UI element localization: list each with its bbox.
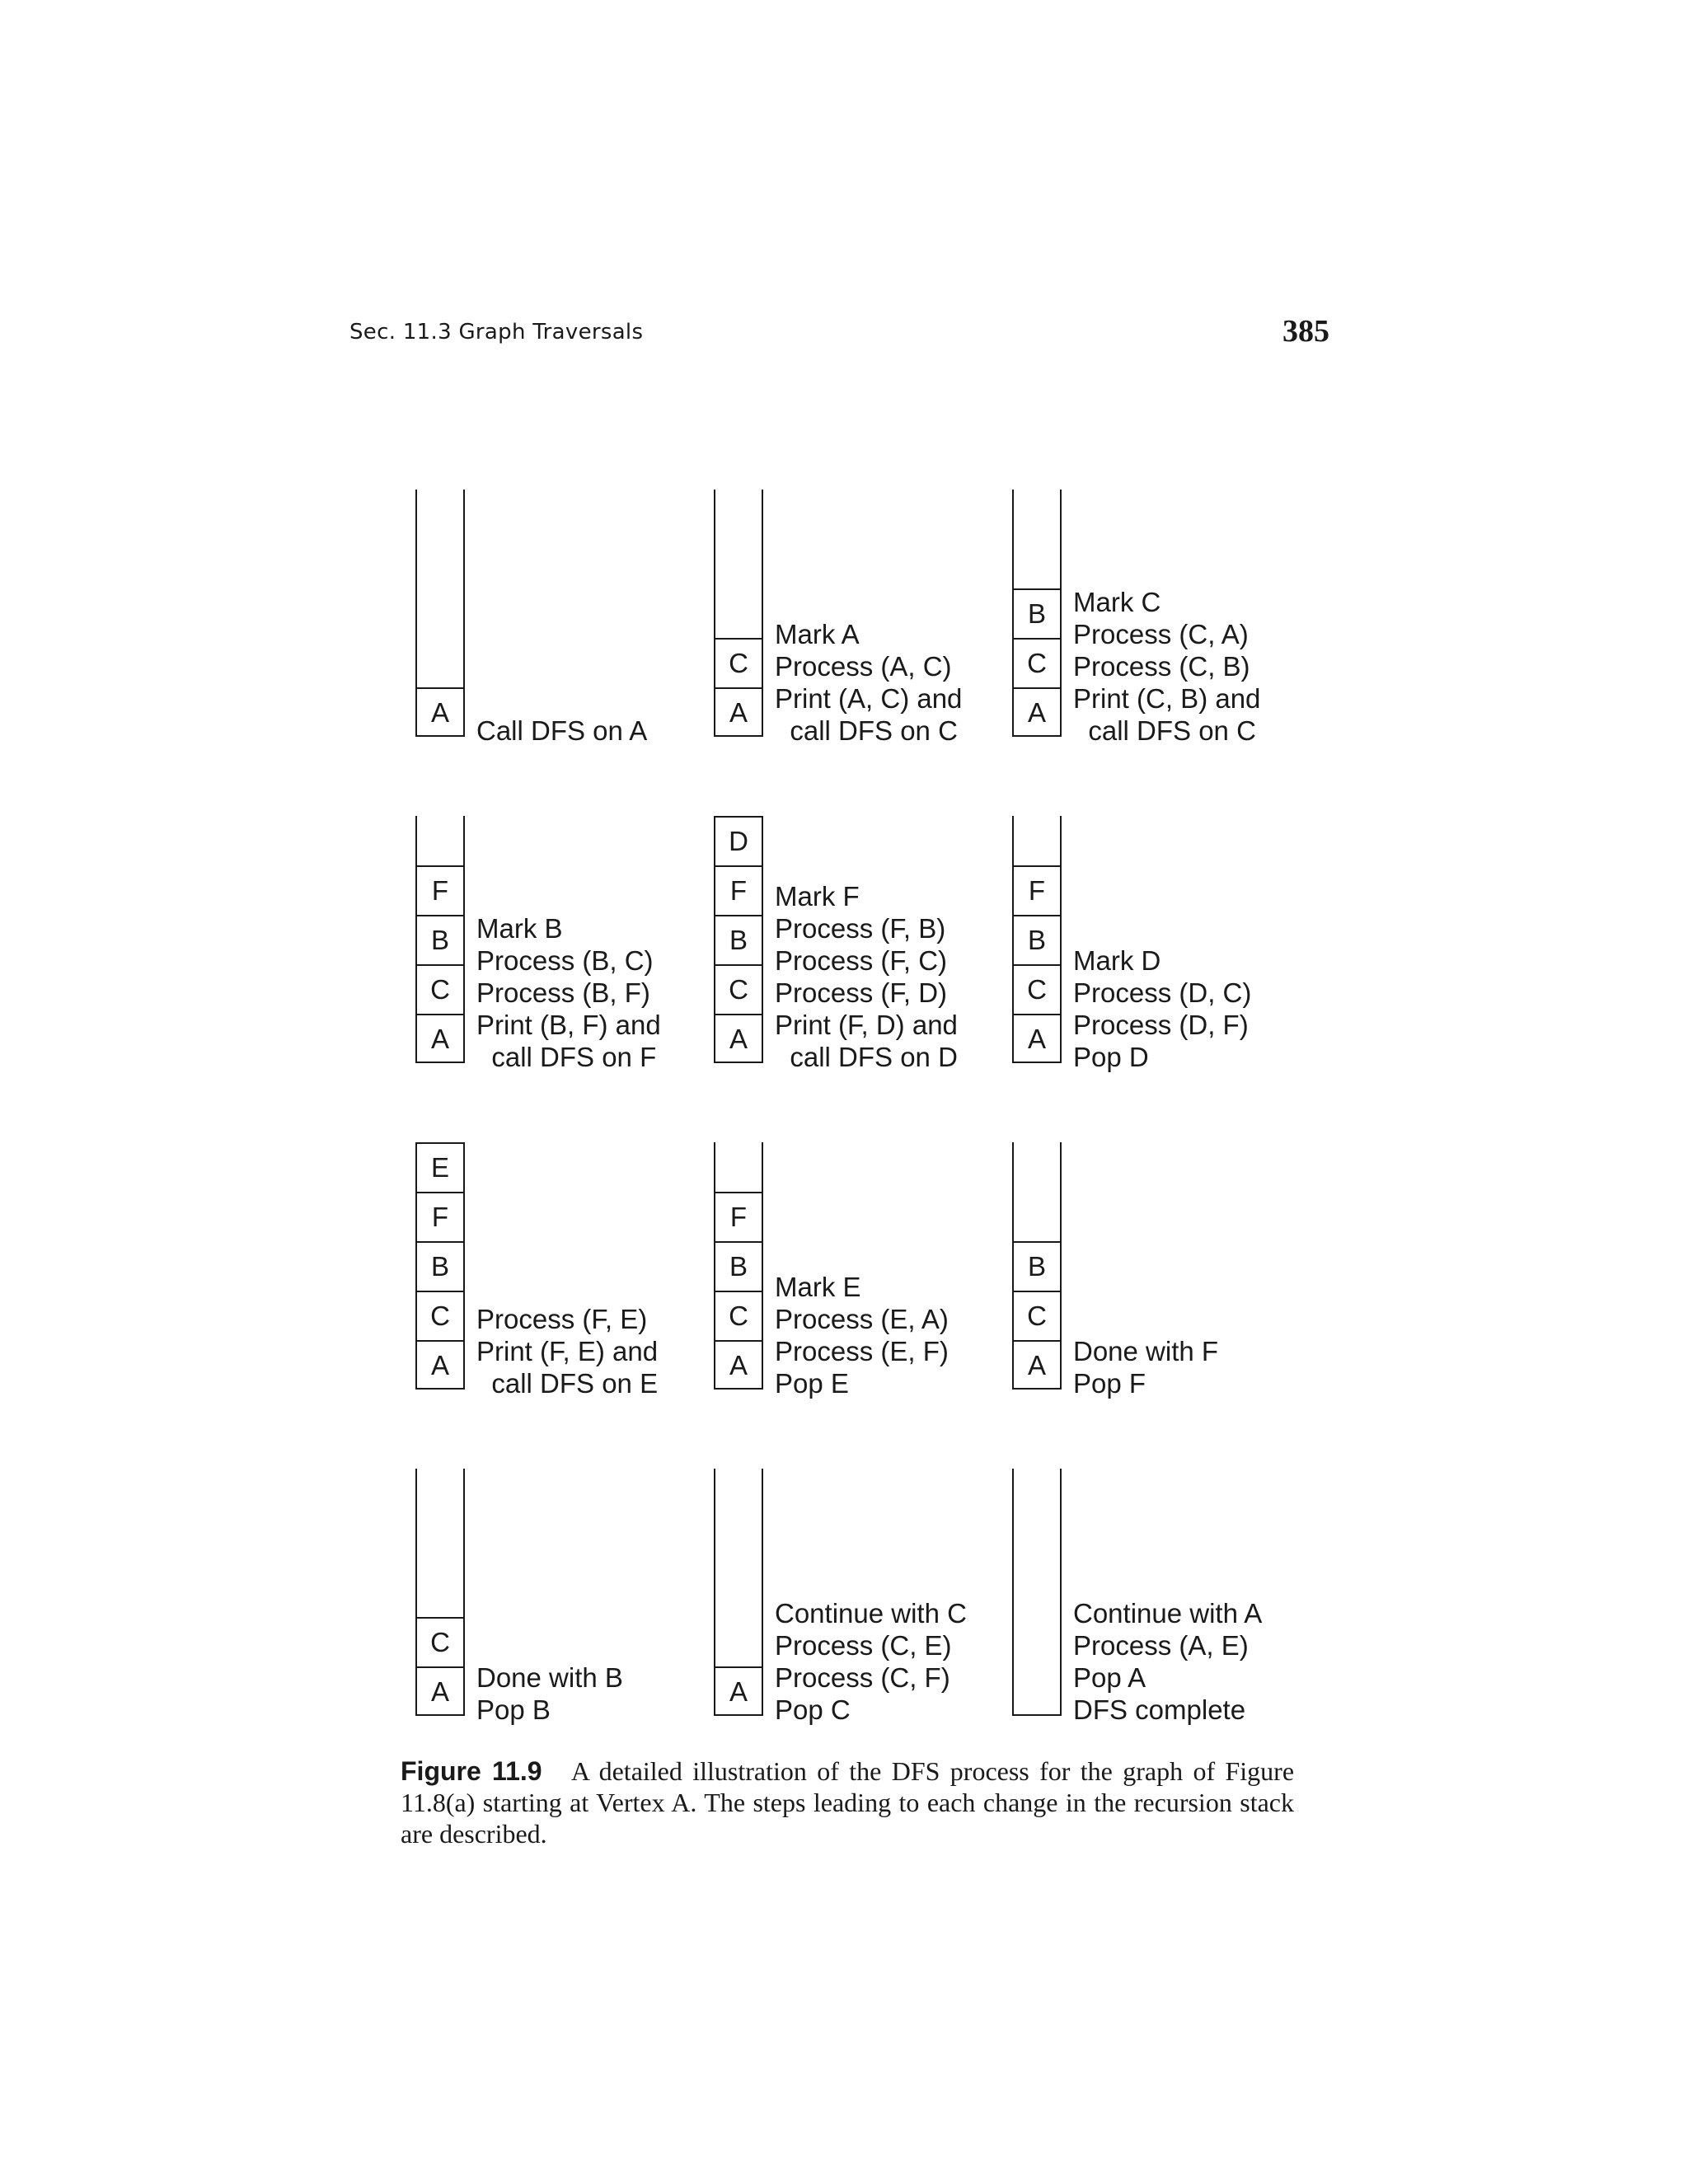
step-line: Process (D, C) <box>1073 977 1252 1008</box>
stack-cell: E <box>415 1142 465 1192</box>
stack-cell: F <box>1012 865 1062 915</box>
step-line: Process (C, E) <box>775 1630 952 1661</box>
stack-cell: C <box>714 1291 763 1340</box>
step-description <box>775 880 1022 1073</box>
step-line: Mark C <box>1073 587 1161 617</box>
step-line: Print (C, B) and <box>1073 683 1261 714</box>
step-line: call DFS on C <box>775 715 958 746</box>
stack-cell: B <box>714 1241 763 1291</box>
step-line: Pop D <box>1073 1042 1149 1072</box>
stack-panel-12 <box>1012 1469 1309 1725</box>
step-line: Mark B <box>476 913 563 944</box>
step-line: Mark E <box>775 1272 861 1302</box>
stack-panel-3 <box>1012 490 1309 746</box>
step-line: Process (C, F) <box>775 1662 950 1693</box>
recursion-stack <box>415 1142 465 1390</box>
figure-caption <box>401 1755 1294 1849</box>
step-line: Done with F <box>1073 1336 1219 1366</box>
step-line: Process (E, A) <box>775 1304 949 1334</box>
recursion-stack <box>714 1142 763 1390</box>
stack-cell: A <box>714 1014 763 1063</box>
step-line: call DFS on E <box>476 1368 659 1399</box>
step-description <box>1073 1597 1320 1726</box>
stack-cell: B <box>1012 1241 1062 1291</box>
step-description <box>1073 944 1320 1073</box>
step-line: Process (B, F) <box>476 977 650 1008</box>
stack-panel-10 <box>415 1469 712 1725</box>
stack-cell: C <box>415 1291 465 1340</box>
step-line: Print (B, F) and <box>476 1010 661 1040</box>
step-line: call DFS on F <box>476 1042 657 1072</box>
stack-panel-6 <box>1012 816 1309 1072</box>
step-line: Print (A, C) and <box>775 683 963 714</box>
recursion-stack <box>415 816 465 1063</box>
recursion-stack <box>1012 490 1062 737</box>
step-line: Pop B <box>476 1694 551 1725</box>
step-description <box>775 1597 1022 1726</box>
step-line: Continue with C <box>775 1598 967 1629</box>
step-line: Pop A <box>1073 1662 1146 1693</box>
stack-base <box>1012 1714 1062 1716</box>
stack-wall <box>1012 1469 1014 1716</box>
step-line: Process (F, C) <box>775 945 948 976</box>
step-line: Print (F, E) and <box>476 1336 659 1366</box>
stack-cell: F <box>714 1192 763 1241</box>
stack-cell: B <box>1012 915 1062 964</box>
stack-cell: C <box>1012 1291 1062 1340</box>
step-line: Pop E <box>775 1368 849 1399</box>
stack-panel-11 <box>714 1469 1010 1725</box>
stack-cell: A <box>1012 687 1062 737</box>
step-line: Done with B <box>476 1662 623 1693</box>
step-description <box>775 1271 1022 1399</box>
stack-cell: A <box>714 1666 763 1716</box>
stack-cell: B <box>415 1241 465 1291</box>
step-description <box>1073 1335 1320 1399</box>
step-line: Process (C, B) <box>1073 651 1250 682</box>
running-head: Sec. 11.3 Graph Traversals <box>349 320 644 344</box>
recursion-stack <box>714 490 763 737</box>
step-line: Process (F, E) <box>476 1304 648 1334</box>
stack-cell: C <box>714 964 763 1014</box>
step-line: call DFS on D <box>775 1042 958 1072</box>
step-line: Print (F, D) and <box>775 1010 958 1040</box>
stack-cell: B <box>1012 588 1062 638</box>
step-description <box>775 618 1022 747</box>
stack-cell: A <box>1012 1340 1062 1390</box>
step-line: call DFS on C <box>1073 715 1256 746</box>
stack-panel-5 <box>714 816 1010 1072</box>
stack-cell: C <box>415 964 465 1014</box>
stack-cell: F <box>415 865 465 915</box>
recursion-stack <box>415 1469 465 1716</box>
recursion-stack <box>1012 816 1062 1063</box>
stack-cell: A <box>415 1666 465 1716</box>
step-line: Process (D, F) <box>1073 1010 1249 1040</box>
step-line: Process (C, A) <box>1073 619 1249 649</box>
step-line: Mark A <box>775 619 860 649</box>
stack-panel-4 <box>415 816 712 1072</box>
step-line: Mark F <box>775 881 860 912</box>
step-description <box>476 912 724 1073</box>
stack-cell: A <box>714 687 763 737</box>
stack-cell: B <box>415 915 465 964</box>
page-number: 385 <box>1282 314 1329 349</box>
step-line: Process (E, F) <box>775 1336 949 1366</box>
stack-panel-1 <box>415 490 712 746</box>
step-line: Process (F, B) <box>775 913 946 944</box>
step-line: Process (A, E) <box>1073 1630 1249 1661</box>
stack-cell: A <box>415 687 465 737</box>
step-line: Process (B, C) <box>476 945 654 976</box>
step-description <box>476 715 724 747</box>
step-line: Process (A, C) <box>775 651 952 682</box>
stack-panel-2 <box>714 490 1010 746</box>
stack-cell: C <box>1012 638 1062 687</box>
stack-cell: B <box>714 915 763 964</box>
recursion-stack <box>714 816 763 1063</box>
step-line: Pop F <box>1073 1368 1146 1399</box>
stack-cell: A <box>415 1014 465 1063</box>
stack-panel-9 <box>1012 1142 1309 1399</box>
step-line: Pop C <box>775 1694 851 1725</box>
recursion-stack <box>415 490 465 737</box>
step-description <box>476 1303 724 1399</box>
stack-cell: C <box>415 1617 465 1666</box>
step-line: Call DFS on A <box>476 715 648 746</box>
recursion-stack <box>1012 1469 1062 1716</box>
stack-cell: F <box>714 865 763 915</box>
stack-cell: C <box>1012 964 1062 1014</box>
stack-cell: A <box>1012 1014 1062 1063</box>
step-line: Process (F, D) <box>775 977 948 1008</box>
step-line: Mark D <box>1073 945 1161 976</box>
stack-panel-8 <box>714 1142 1010 1399</box>
step-description <box>476 1661 724 1726</box>
stack-panel-7 <box>415 1142 712 1399</box>
stack-cell: F <box>415 1192 465 1241</box>
stack-cell: D <box>714 816 763 865</box>
caption-text: A detailed illustration of the DFS process for the graph of Figure 11.8(a) starting at Vertex A. The steps leading to each change in the recursion stack are described. <box>401 1756 1295 1849</box>
step-description <box>1073 586 1320 747</box>
stack-cell: A <box>714 1340 763 1390</box>
recursion-stack <box>714 1469 763 1716</box>
step-line: Continue with A <box>1073 1598 1263 1629</box>
stack-wall <box>1060 1469 1062 1716</box>
step-line: DFS complete <box>1073 1694 1246 1725</box>
recursion-stack <box>1012 1142 1062 1390</box>
stack-cell: A <box>415 1340 465 1390</box>
caption-label: Figure 11.9 <box>401 1756 542 1786</box>
stack-cell: C <box>714 638 763 687</box>
